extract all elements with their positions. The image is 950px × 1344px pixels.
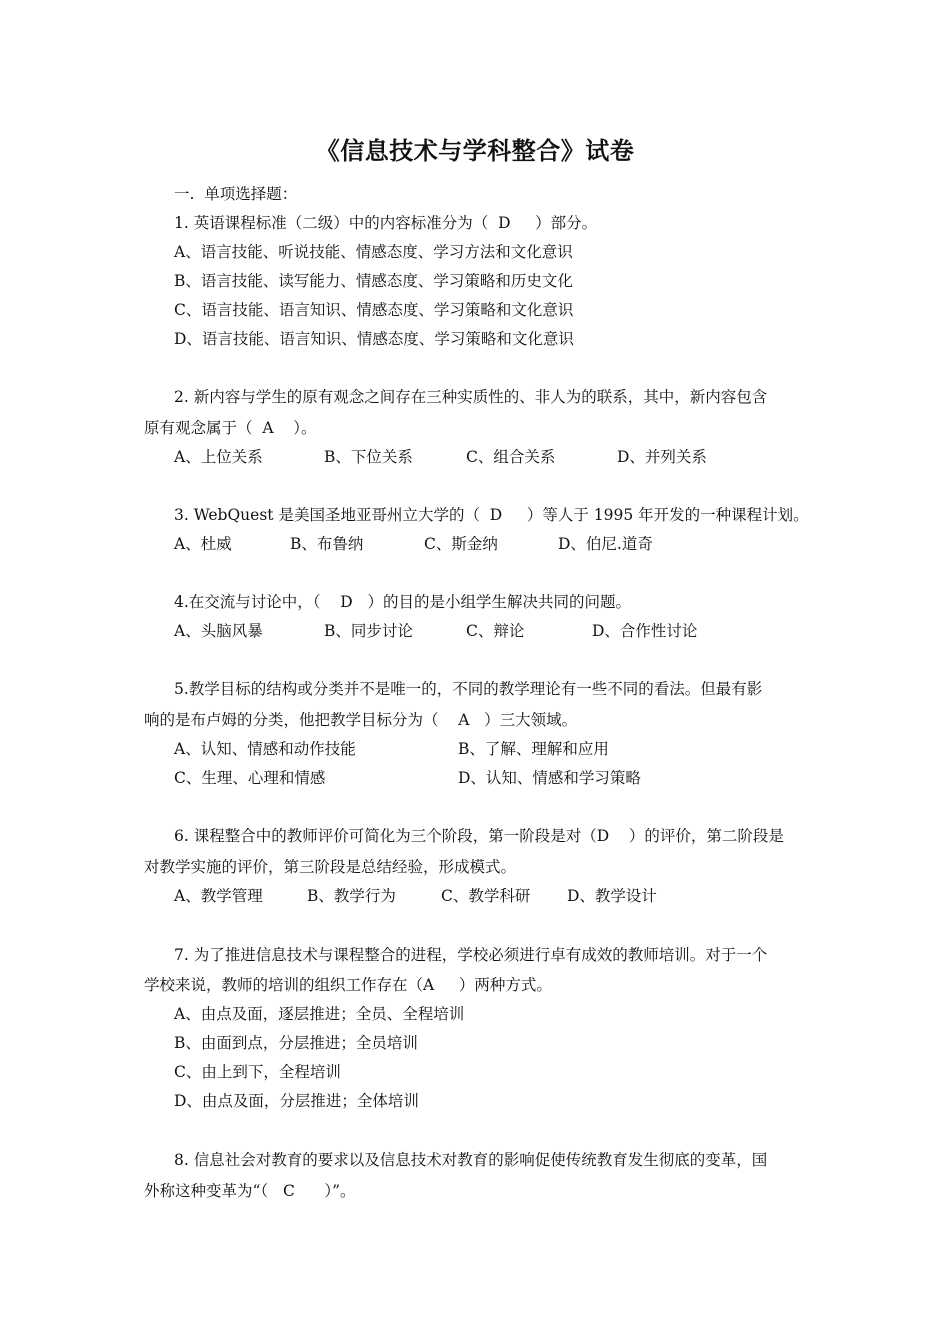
question-1-option-b: B、语言技能、读写能力、情感态度、学习策略和历史文化 bbox=[174, 272, 573, 290]
question-7-option-b: B、由面到点，分层推进；全员培训 bbox=[174, 1034, 418, 1052]
question-6-option-a: A、教学管理 bbox=[174, 887, 263, 905]
question-3-option-b: B、布鲁纳 bbox=[290, 535, 364, 553]
question-5-option-b: B、了解、理解和应用 bbox=[458, 740, 609, 758]
question-7-stem-line-2: 学校来说，教师的培训的组织工作存在（A ）两种方式。 bbox=[144, 976, 552, 994]
question-7-stem-line-1: 7. 为了推进信息技术与课程整合的进程，学校必须进行卓有成效的教师培训。对于一个 bbox=[174, 946, 768, 964]
question-4-option-a: A、头脑风暴 bbox=[174, 622, 263, 640]
question-1-stem: 1. 英语课程标准（二级）中的内容标准分为（ D ）部分。 bbox=[174, 214, 598, 232]
question-5-stem-line-2: 响的是布卢姆的分类，他把教学目标分为（ A ）三大领域。 bbox=[144, 711, 578, 729]
question-3-option-a: A、杜威 bbox=[174, 535, 232, 553]
question-4-stem: 4.在交流与讨论中，（ D ）的目的是小组学生解决共同的问题。 bbox=[174, 593, 631, 611]
question-4-option-d: D、合作性讨论 bbox=[592, 622, 698, 640]
question-3-stem: 3. WebQuest 是美国圣地亚哥州立大学的（ D ）等人于 1995 年开发的一种课程计划。 bbox=[174, 506, 809, 524]
question-4-option-c: C、辩论 bbox=[466, 622, 525, 640]
question-6-stem-line-2: 对教学实施的评价，第三阶段是总结经验，形成模式。 bbox=[144, 858, 517, 876]
question-5-option-c: C、生理、心理和情感 bbox=[174, 769, 326, 787]
question-6-option-c: C、教学科研 bbox=[441, 887, 531, 905]
question-2-option-b: B、下位关系 bbox=[324, 448, 413, 466]
question-6-stem-line-1: 6. 课程整合中的教师评价可简化为三个阶段，第一阶段是对（D ）的评价，第二阶段是 bbox=[174, 827, 784, 845]
question-7-option-d: D、由点及面，分层推进；全体培训 bbox=[174, 1092, 419, 1110]
question-5-stem-line-1: 5.教学目标的结构或分类并不是唯一的，不同的教学理论有一些不同的看法。但最有影 bbox=[174, 680, 763, 698]
question-2-stem-line-2: 原有观念属于（ A ）。 bbox=[144, 419, 317, 437]
question-2-option-c: C、组合关系 bbox=[466, 448, 556, 466]
question-2-option-d: D、并列关系 bbox=[617, 448, 707, 466]
question-1-option-d: D、语言技能、语言知识、情感态度、学习策略和文化意识 bbox=[174, 330, 574, 348]
question-5-option-a: A、认知、情感和动作技能 bbox=[174, 740, 356, 758]
question-2-stem-line-1: 2. 新内容与学生的原有观念之间存在三种实质性的、非人为的联系，其中，新内容包含 bbox=[174, 388, 768, 406]
section-heading: 一. 单项选择题： bbox=[174, 185, 298, 203]
question-8-stem-line-1: 8. 信息社会对教育的要求以及信息技术对教育的影响促使传统教育发生彻底的变革，国 bbox=[174, 1151, 768, 1169]
question-4-option-b: B、同步讨论 bbox=[324, 622, 413, 640]
question-3-option-c: C、斯金纳 bbox=[424, 535, 498, 553]
question-6-option-b: B、教学行为 bbox=[307, 887, 396, 905]
question-7-option-a: A、由点及面，逐层推进；全员、全程培训 bbox=[174, 1005, 465, 1023]
question-3-option-d: D、伯尼.道奇 bbox=[558, 535, 653, 553]
question-7-option-c: C、由上到下，全程培训 bbox=[174, 1063, 341, 1081]
question-1-option-c: C、语言技能、语言知识、情感态度、学习策略和文化意识 bbox=[174, 301, 574, 319]
question-8-stem-line-2: 外称这种变革为“（ C ）”。 bbox=[144, 1182, 356, 1200]
question-5-option-d: D、认知、情感和学习策略 bbox=[458, 769, 641, 787]
document-title: 《信息技术与学科整合》试卷 bbox=[315, 136, 635, 165]
question-1-option-a: A、语言技能、听说技能、情感态度、学习方法和文化意识 bbox=[174, 243, 573, 261]
question-2-option-a: A、上位关系 bbox=[174, 448, 263, 466]
question-6-option-d: D、教学设计 bbox=[567, 887, 657, 905]
